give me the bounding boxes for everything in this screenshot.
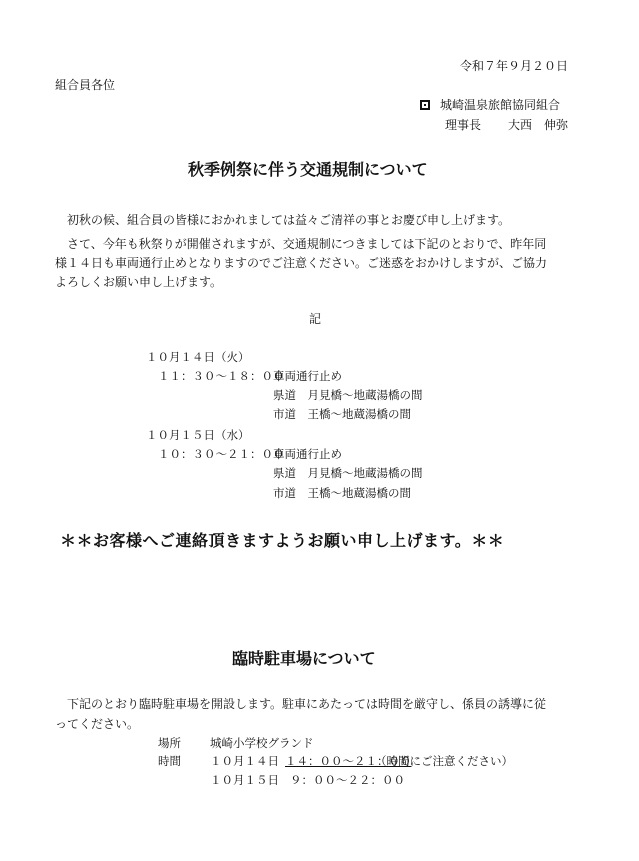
- parking-row2-date: １０月１５日: [210, 773, 279, 787]
- day2-route-2: 市道 王橋～地蔵湯橋の間: [273, 486, 411, 500]
- parking-row1-time: １４：００～２１：００: [285, 754, 412, 768]
- notice2-paragraph-line-2: ってください。: [55, 717, 140, 731]
- chairman-name: 大西 伸弥: [508, 118, 569, 132]
- day2-closure: 車両通行止め: [273, 447, 342, 461]
- notice1-title: 秋季例祭に伴う交通規制について: [188, 160, 428, 179]
- parking-row1-note: （時間にご注意ください）: [375, 754, 513, 768]
- day1-route-2: 市道 王橋～地蔵湯橋の間: [273, 407, 411, 421]
- notice2-paragraph-line-1: 下記のとおり臨時駐車場を開設します。駐車にあたっては時間を厳守し、係員の誘導に従: [55, 697, 547, 711]
- day1-date: １０月１４日（火）: [146, 350, 250, 364]
- customer-notice-banner: ＊＊お客様へご連絡頂きますようお願い申し上げます。＊＊: [60, 531, 505, 550]
- notice1-paragraph-line-2: さて、今年も秋祭りが開催されますが、交通規制につきましては下記のとおりで、昨年同: [55, 237, 547, 251]
- day2-date: １０月１５日（水）: [146, 428, 250, 442]
- day1-route-1: 県道 月見橋～地蔵湯橋の間: [273, 388, 423, 402]
- issue-date: 令和７年９月２０日: [460, 59, 569, 73]
- parking-place-value: 城崎小学校グランド: [210, 736, 314, 750]
- organization-name-text: 城崎温泉旅館協同組合: [440, 98, 561, 112]
- notice1-paragraph-line-4: よろしくお願い申し上げます。: [55, 275, 223, 289]
- day2-route-1: 県道 月見橋～地蔵湯橋の間: [273, 466, 423, 480]
- organization-name: [420, 99, 560, 111]
- notice1-paragraph-line-3: 様１４日も車両通行止めとなりますのでご注意ください。ご迷惑をおかけしますが、ご協力: [55, 256, 548, 270]
- parking-row2-time: ９：００～２２：００: [290, 773, 405, 787]
- notice1-paragraph-line-1: 初秋の候、組合員の皆様におかれましては益々ご清祥の事とお慶び申し上げます。: [55, 213, 511, 227]
- day2-time: １０：３０～２１：００: [158, 447, 285, 461]
- organization-mark-icon: [420, 100, 430, 110]
- day1-time: １１：３０～１８：００: [158, 369, 285, 383]
- addressee: 組合員各位: [55, 78, 116, 92]
- notice2-title: 臨時駐車場について: [232, 649, 376, 668]
- ki-heading: 記: [309, 312, 322, 326]
- chairman-title: 理事長: [445, 118, 482, 132]
- parking-row1-date: １０月１４日: [210, 754, 279, 768]
- parking-place-label: 場所: [158, 736, 181, 750]
- day1-closure: 車両通行止め: [273, 369, 342, 383]
- parking-time-label: 時間: [158, 754, 181, 768]
